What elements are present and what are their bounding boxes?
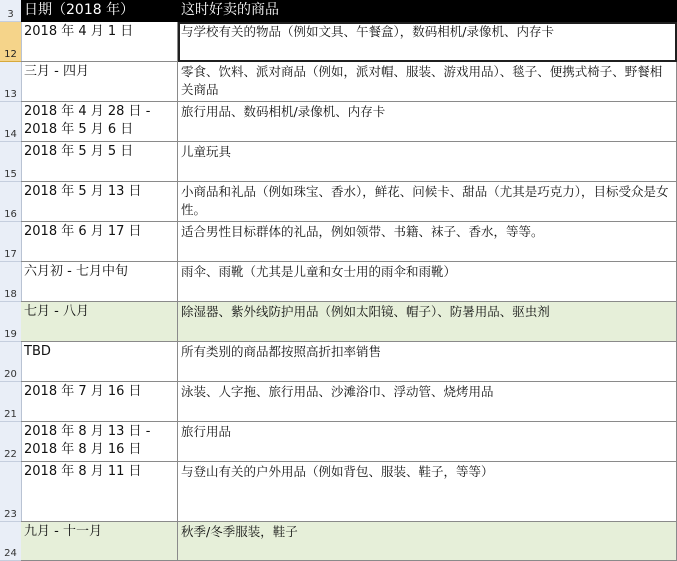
row-number[interactable]: 18 <box>0 262 21 302</box>
date-cell[interactable]: 2018 年 4 月 1 日 <box>21 22 178 62</box>
date-cell[interactable]: TBD <box>21 342 178 382</box>
date-cell[interactable]: 2018 年 6 月 17 日 <box>21 222 178 262</box>
goods-cell[interactable]: 零食、饮料、派对商品（例如，派对帽、服装、游戏用品）、毯子、便携式椅子、野餐相关商品 <box>178 62 677 102</box>
row-number[interactable]: 14 <box>0 102 21 142</box>
goods-cell[interactable]: 与登山有关的户外用品（例如背包、服装、鞋子，等等） <box>178 462 677 522</box>
goods-cell-highlighted[interactable]: 秋季/冬季服装，鞋子 <box>178 522 677 561</box>
date-cell[interactable]: 三月 - 四月 <box>21 62 178 102</box>
row-number[interactable]: 19 <box>0 302 21 342</box>
row-number[interactable]: 22 <box>0 422 21 462</box>
header-date-cell[interactable]: 日期（2018 年） <box>21 0 178 22</box>
goods-cell[interactable]: 旅行用品、数码相机/录像机、内存卡 <box>178 102 677 142</box>
row-number[interactable]: 3 <box>0 0 21 22</box>
date-cell[interactable]: 2018 年 5 月 13 日 <box>21 182 178 222</box>
row-number[interactable]: 13 <box>0 62 21 102</box>
date-cell[interactable]: 2018 年 4 月 28 日 - 2018 年 5 月 6 日 <box>21 102 178 142</box>
goods-cell[interactable]: 小商品和礼品（例如珠宝、香水），鲜花、问候卡、甜品（尤其是巧克力），目标受众是女性。 <box>178 182 677 222</box>
row-number[interactable]: 16 <box>0 182 21 222</box>
row-number[interactable]: 17 <box>0 222 21 262</box>
goods-cell[interactable]: 旅行用品 <box>178 422 677 462</box>
goods-cell-selected[interactable]: 与学校有关的物品（例如文具、午餐盒），数码相机/录像机、内存卡 <box>178 22 677 62</box>
goods-cell-highlighted[interactable]: 除湿器、紫外线防护用品（例如太阳镜、帽子）、防暑用品、驱虫剂 <box>178 302 677 342</box>
row-number[interactable]: 21 <box>0 382 21 422</box>
date-cell-highlighted[interactable]: 九月 - 十一月 <box>21 522 178 561</box>
date-cell[interactable]: 2018 年 8 月 13 日 - 2018 年 8 月 16 日 <box>21 422 178 462</box>
row-number-active[interactable]: 12 <box>0 22 21 62</box>
row-number[interactable]: 20 <box>0 342 21 382</box>
goods-cell[interactable]: 泳装、人字拖、旅行用品、沙滩浴巾、浮动管、烧烤用品 <box>178 382 677 422</box>
date-cell-highlighted[interactable]: 七月 - 八月 <box>21 302 178 342</box>
date-cell[interactable]: 2018 年 7 月 16 日 <box>21 382 178 422</box>
date-cell[interactable]: 2018 年 5 月 5 日 <box>21 142 178 182</box>
goods-cell[interactable]: 适合男性目标群体的礼品，例如领带、书籍、袜子、香水，等等。 <box>178 222 677 262</box>
row-number[interactable]: 23 <box>0 462 21 522</box>
row-number[interactable]: 15 <box>0 142 21 182</box>
goods-cell[interactable]: 所有类别的商品都按照高折扣率销售 <box>178 342 677 382</box>
row-number-column <box>0 0 22 561</box>
row-number[interactable]: 24 <box>0 522 21 561</box>
goods-cell[interactable]: 雨伞、雨靴（尤其是儿童和女士用的雨伞和雨靴） <box>178 262 677 302</box>
header-goods-cell[interactable]: 这时好卖的商品 <box>178 0 677 22</box>
date-cell[interactable]: 2018 年 8 月 11 日 <box>21 462 178 522</box>
date-cell[interactable]: 六月初 - 七月中旬 <box>21 262 178 302</box>
goods-cell[interactable]: 儿童玩具 <box>178 142 677 182</box>
